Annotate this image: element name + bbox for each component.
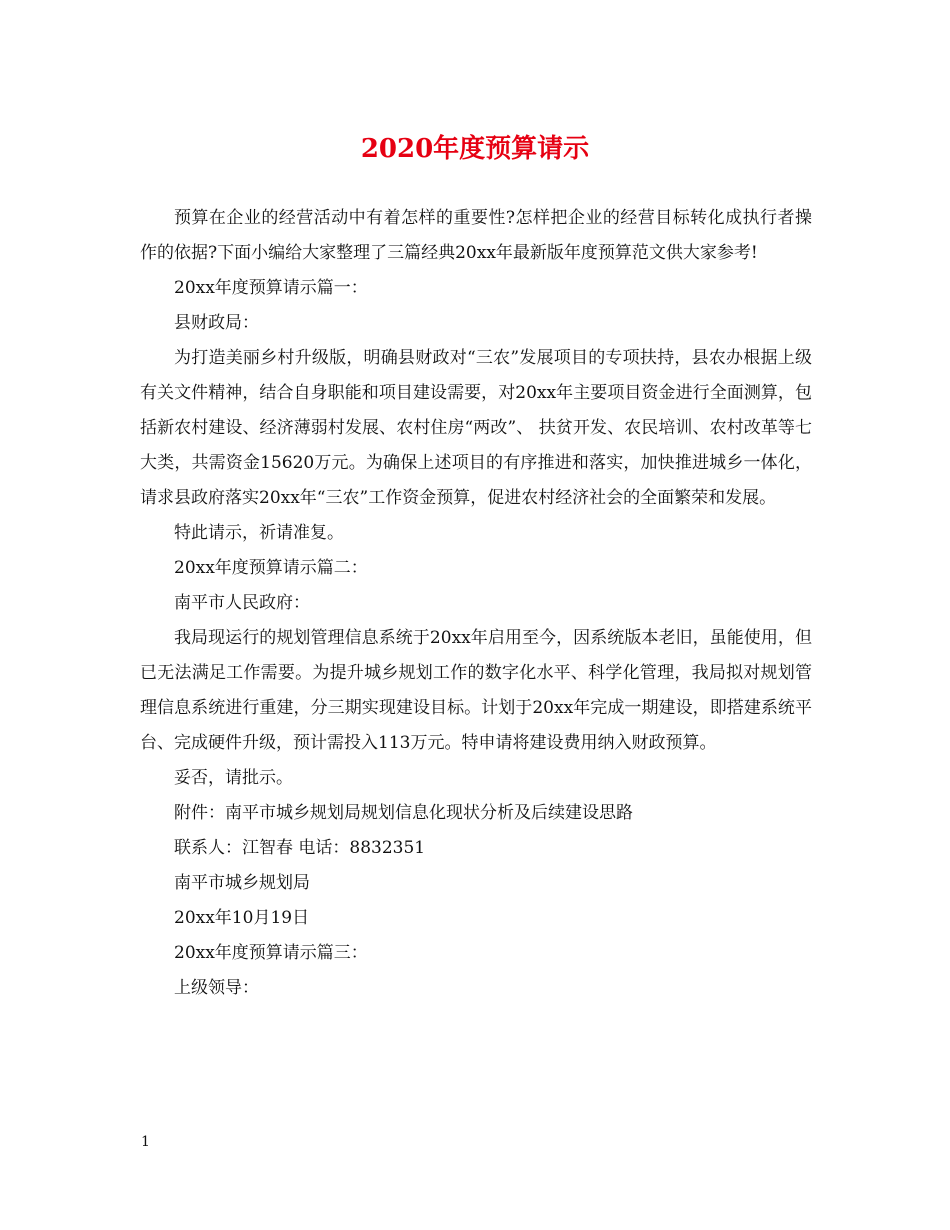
section-heading-one: 20xx年度预算请示篇一： bbox=[174, 278, 368, 298]
recipient-two: 南平市人民政府： bbox=[174, 593, 310, 613]
closing-two: 妥否，请批示。 bbox=[174, 768, 293, 788]
recipient-one: 县财政局： bbox=[174, 313, 259, 333]
request-paragraph-one: 为打造美丽乡村升级版，明确县财政对“三农”发展项目的专项扶持，县农办根据上级有关文件精神，结合自身职能和项目建设需要，对20xx年主要项目资金进行全面测算，包括新农村建设、经济薄弱村发展、农村住房“两改”、 扶贫开发、农民培训、农村改革等七大类，共需资金15620万元。为确保上述项目的有序推进和落实，加快推进城乡一体化，请求县政府落实20xx年“三农”工作资金预算，促进农村经济社会的全面繁荣和发展。 bbox=[140, 348, 812, 508]
intro-paragraph: 预算在企业的经营活动中有着怎样的重要性?怎样把企业的经营目标转化成执行者操作的依据?下面小编给大家整理了三篇经典20xx年最新版年度预算范文供大家参考! bbox=[140, 208, 812, 263]
document-title: 2020年度预算请示 bbox=[360, 134, 590, 164]
section-heading-three: 20xx年度预算请示篇三： bbox=[174, 943, 368, 963]
issuer-line: 南平市城乡规划局 bbox=[174, 873, 310, 893]
section-heading-two: 20xx年度预算请示篇二： bbox=[174, 558, 368, 578]
request-paragraph-two: 我局现运行的规划管理信息系统于20xx年启用至今，因系统版本老旧，虽能使用，但已无法满足工作需要。为提升城乡规划工作的数字化水平、科学化管理，我局拟对规划管理信息系统进行重建，分三期实现建设目标。计划于20xx年完成一期建设，即搭建系统平台、完成硬件升级，预计需投入113万元。特申请将建设费用纳入财政预算。 bbox=[140, 628, 812, 753]
closing-one: 特此请示，祈请准复。 bbox=[174, 523, 344, 543]
date-line: 20xx年10月19日 bbox=[174, 908, 310, 928]
document-body bbox=[140, 201, 812, 1006]
page-number: 1 bbox=[141, 1134, 150, 1150]
contact-line: 联系人：江智春 电话：8832351 bbox=[174, 838, 426, 858]
attachment-line: 附件：南平市城乡规划局规划信息化现状分析及后续建设思路 bbox=[174, 803, 633, 823]
recipient-three: 上级领导： bbox=[174, 978, 259, 998]
